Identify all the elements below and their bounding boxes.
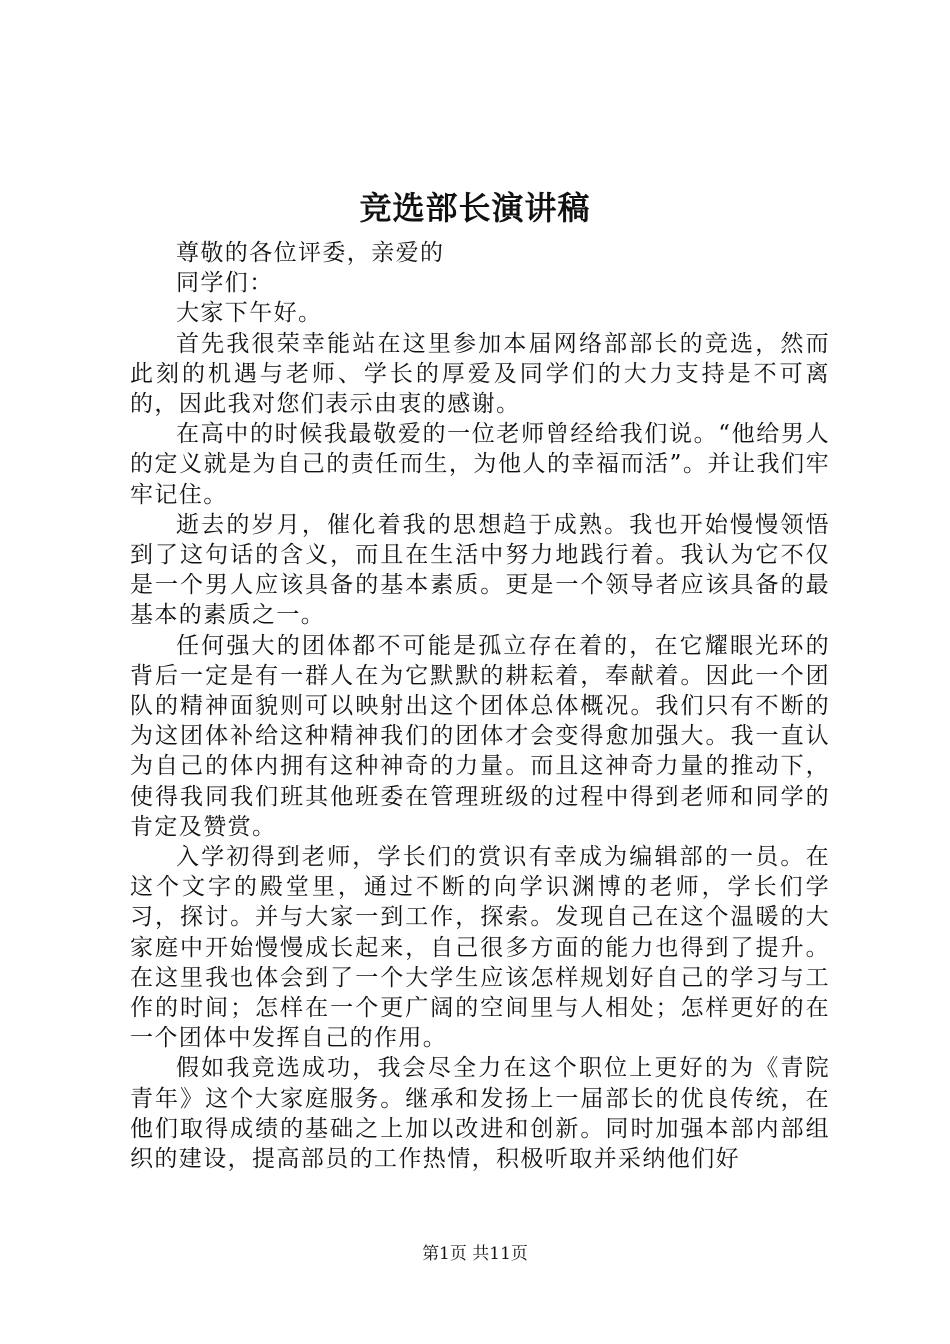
paragraph: 首先我很荣幸能站在这里参加本届网络部部长的竞选，然而此刻的机遇与老师、学长的厚爱及同学们的大力支持是不可离的，因此我对您们表示由衷的感谢。 <box>130 330 830 418</box>
paragraph: 假如我竞选成功，我会尽全力在这个职位上更好的为《青院青年》这个大家庭服务。继承和发扬上一届部长的优良传统，在他们取得成绩的基础之上加以改进和创新。同时加强本部内部组织的建设，提高部员的工作热情，积极听取并采纳他们好 <box>130 1055 830 1173</box>
paragraph-greeting-3: 大家下午好。 <box>176 300 323 327</box>
paragraph-greeting-1: 尊敬的各位评委，亲爱的 <box>176 240 445 266</box>
page-number-footer: 第1页 共11页 <box>422 1244 528 1264</box>
document-title: 竞选部长演讲稿 <box>359 189 591 227</box>
paragraph: 任何强大的团体都不可能是孤立存在着的，在它耀眼光环的背后一定是有一群人在为它默默的耕耘着，奉献着。因此一个团队的精神面貌则可以映射出这个团体总体概况。我们只有不断的为这团体补给这种精神我们的团体才会变得愈加强大。我一直认为自己的体内拥有这种神奇的力量。而且这神奇力量的推动下，使得我同我们班其他班委在管理班级的过程中得到老师和同学的肯定及赞赏。 <box>130 632 830 840</box>
paragraph: 入学初得到老师，学长们的赏识有幸成为编辑部的一员。在这个文字的殿堂里，通过不断的向学识渊博的老师，学长们学习，探讨。并与大家一到工作，探索。发现自己在这个温暖的大家庭中开始慢慢成长起来，自己很多方面的能力也得到了提升。在这里我也体会到了一个大学生应该怎样规划好自己的学习与工作的时间；怎样在一个更广阔的空间里与人相处；怎样更好的在一个团体中发挥自己的作用。 <box>130 844 830 1052</box>
document-body <box>130 238 830 1174</box>
paragraph: 在高中的时候我最敬爱的一位老师曾经给我们说。“他给男人的定义就是为自己的责任而生，为他人的幸福而活”。并让我们牢牢记住。 <box>130 421 830 508</box>
paragraph: 逝去的岁月，催化着我的思想趋于成熟。我也开始慢慢领悟到了这句话的含义，而且在生活中努力地践行着。我认为它不仅是一个男人应该具备的基本素质。更是一个领导者应该具备的最基本的素质之一。 <box>130 511 830 629</box>
paragraph-greeting-2: 同学们： <box>176 270 274 297</box>
